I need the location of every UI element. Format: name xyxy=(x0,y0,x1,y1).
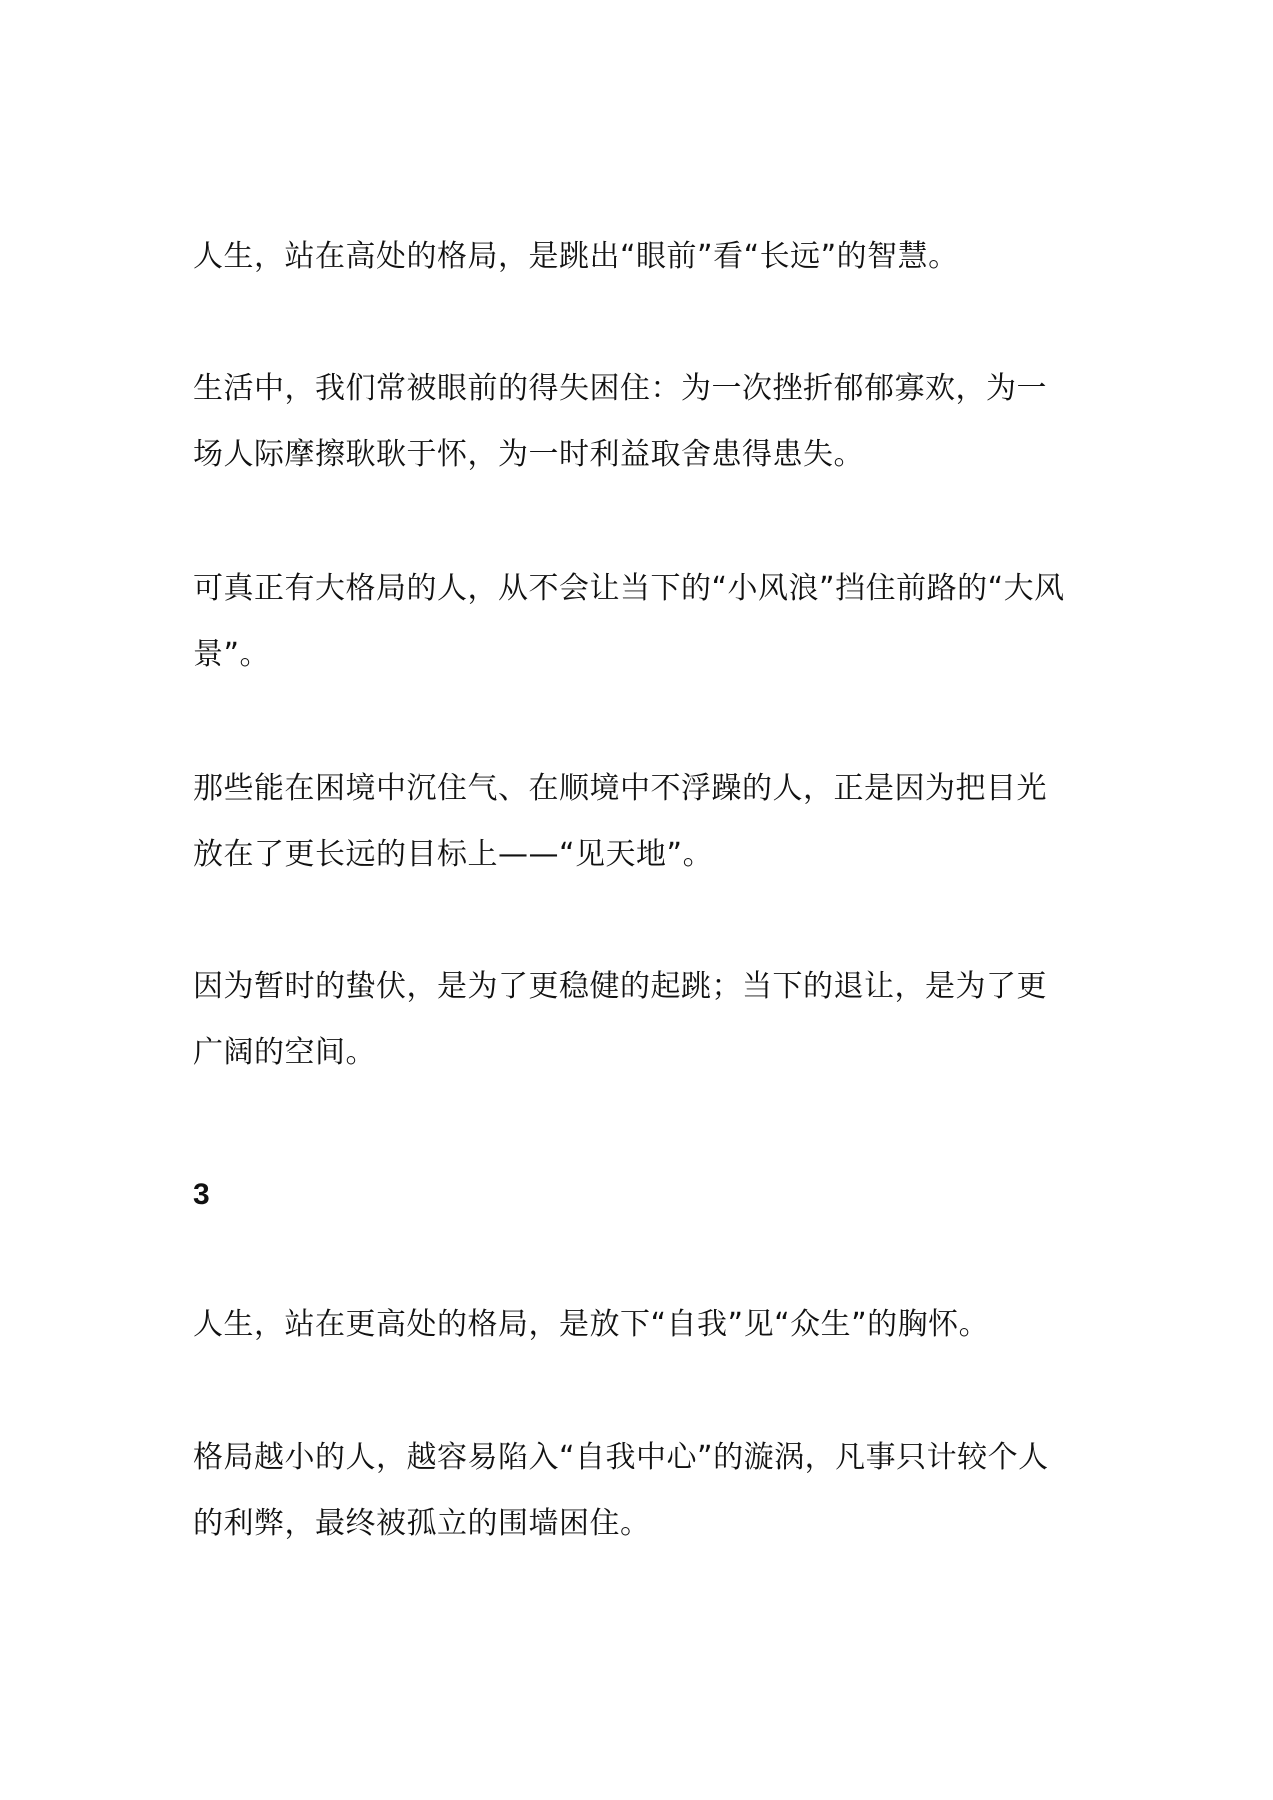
paragraph-line: 景”。 xyxy=(193,637,271,672)
paragraph-7 xyxy=(193,1425,1093,1557)
paragraph-1 xyxy=(193,224,1093,290)
paragraph-line: 因为暂时的蛰伏，是为了更稳健的起跳；当下的退让，是为了更 xyxy=(193,969,1047,1004)
paragraph-line: 生活中，我们常被眼前的得失困住：为一次挫折郁郁寡欢，为一 xyxy=(193,371,1047,406)
paragraph-6 xyxy=(193,1292,1093,1358)
paragraph-line: 可真正有大格局的人，从不会让当下的“小风浪”挡住前路的“大风 xyxy=(193,571,1065,606)
paragraph-line: 的利弊，最终被孤立的围墙困住。 xyxy=(193,1506,651,1541)
paragraph-line: 放在了更长远的目标上——“见天地”。 xyxy=(193,837,714,872)
paragraph-line: 广阔的空间。 xyxy=(193,1035,376,1070)
paragraph-3 xyxy=(193,556,1093,688)
paragraph-line: 格局越小的人，越容易陷入“自我中心”的漩涡，凡事只计较个人 xyxy=(193,1440,1049,1475)
paragraph-line: 场人际摩擦耿耿于怀，为一时利益取舍患得患失。 xyxy=(193,437,864,472)
paragraph-line: 人生，站在更高处的格局，是放下“自我”见“众生”的胸怀。 xyxy=(193,1307,990,1342)
paragraph-4 xyxy=(193,756,1093,888)
section-number: 3 xyxy=(193,1178,210,1211)
paragraph-2 xyxy=(193,356,1093,488)
paragraph-5 xyxy=(193,954,1093,1086)
paragraph-line: 人生，站在高处的格局，是跳出“眼前”看“长远”的智慧。 xyxy=(193,239,959,274)
paragraph-line: 那些能在困境中沉住气、在顺境中不浮躁的人，正是因为把目光 xyxy=(193,771,1047,806)
